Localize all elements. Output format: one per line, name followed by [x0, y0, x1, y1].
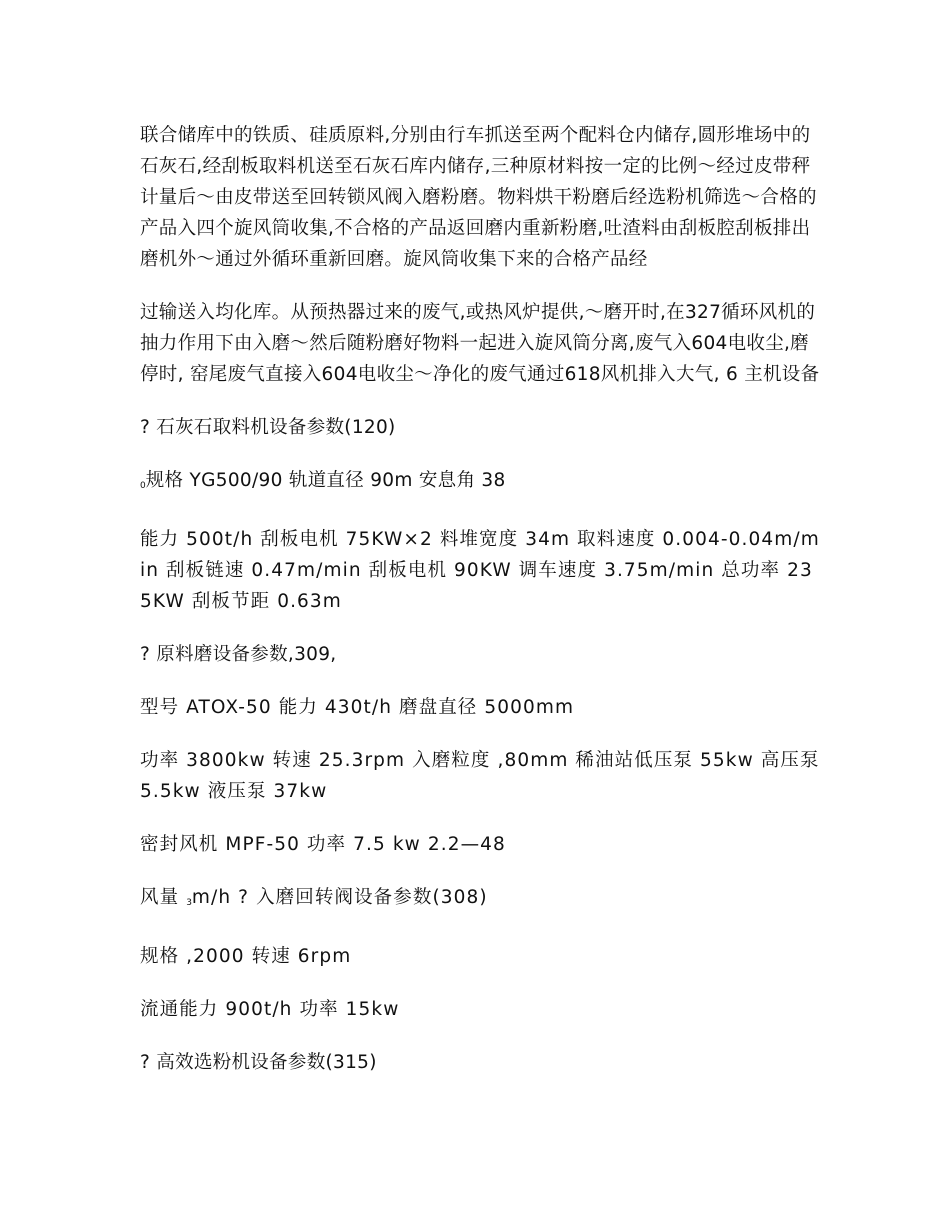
- paragraph-rotary-valve-capacity: 流通能力 900t/h 功率 15kw: [140, 999, 400, 1020]
- heading-separator: ? 高效选粉机设备参数(315): [140, 1052, 377, 1073]
- paragraph-air-volume: [140, 882, 820, 919]
- paragraph-reclaimer-capacity: 能力 500t/h 刮板电机 75KW×2 料堆宽度 34m 取料速度 0.004-0.04m/min 刮板链速 0.47m/min 刮板电机 90KW 调车速度 3.75m/min 总功率 235KW 刮板节距 0.63m: [140, 529, 820, 612]
- paragraph-raw-mill-model: 型号 ATOX-50 能力 430t/h 磨盘直径 5000mm: [140, 697, 575, 718]
- heading-raw-mill: ? 原料磨设备参数,309,: [140, 644, 337, 665]
- heading-limestone-reclaimer: ? 石灰石取料机设备参数(120): [140, 417, 396, 438]
- document-body: [140, 120, 820, 1100]
- paragraph-reclaimer-spec: [140, 465, 820, 502]
- air-volume-text: m/h ? 入磨回转阀设备参数(308): [191, 887, 488, 908]
- paragraph-seal-fan: 密封风机 MPF-50 功率 7.5 kw 2.2—48: [140, 834, 506, 855]
- paragraph-rotary-valve-spec: 规格 ,2000 转速 6rpm: [140, 946, 352, 967]
- subscript-marker: 0: [140, 481, 146, 491]
- paragraph-process-description: 联合储库中的铁质、硅质原料,分别由行车抓送至两个配料仓内储存,圆形堆场中的石灰石,经刮板取料机送至石灰石库内储存,三种原材料按一定的比例～经过皮带秤计量后～由皮带送至回转锁风阀入磨粉磨。物料烘干粉磨后经选粉机筛选～合格的产品入四个旋风筒收集,不合格的产品返回磨内重新粉磨,吐渣料由刮板腔刮板排出磨机外～通过外循环重新回磨。旋风筒收集下来的合格产品经: [140, 125, 817, 270]
- subscript-marker: 3: [186, 898, 192, 908]
- paragraph-raw-mill-power: 功率 3800kw 转速 25.3rpm 入磨粒度 ,80mm 稀油站低压泵 55kw 高压泵 5.5kw 液压泵 37kw: [140, 750, 820, 802]
- air-volume-label: 风量: [140, 887, 187, 908]
- paragraph-gas-flow: 过输送入均化库。从预热器过来的废气,或热风炉提供,～磨开时,在327循环风机的抽力作用下由入磨～然后随粉磨好物料一起进入旋风筒分离,废气入604电收尘,磨停时, 窑尾废气直接入604电收尘～净化的废气通过618风机排入大气, 6 主机设备: [140, 302, 820, 385]
- reclaimer-spec-text: 规格 YG500/90 轨道直径 90m 安息角 38: [145, 470, 506, 491]
